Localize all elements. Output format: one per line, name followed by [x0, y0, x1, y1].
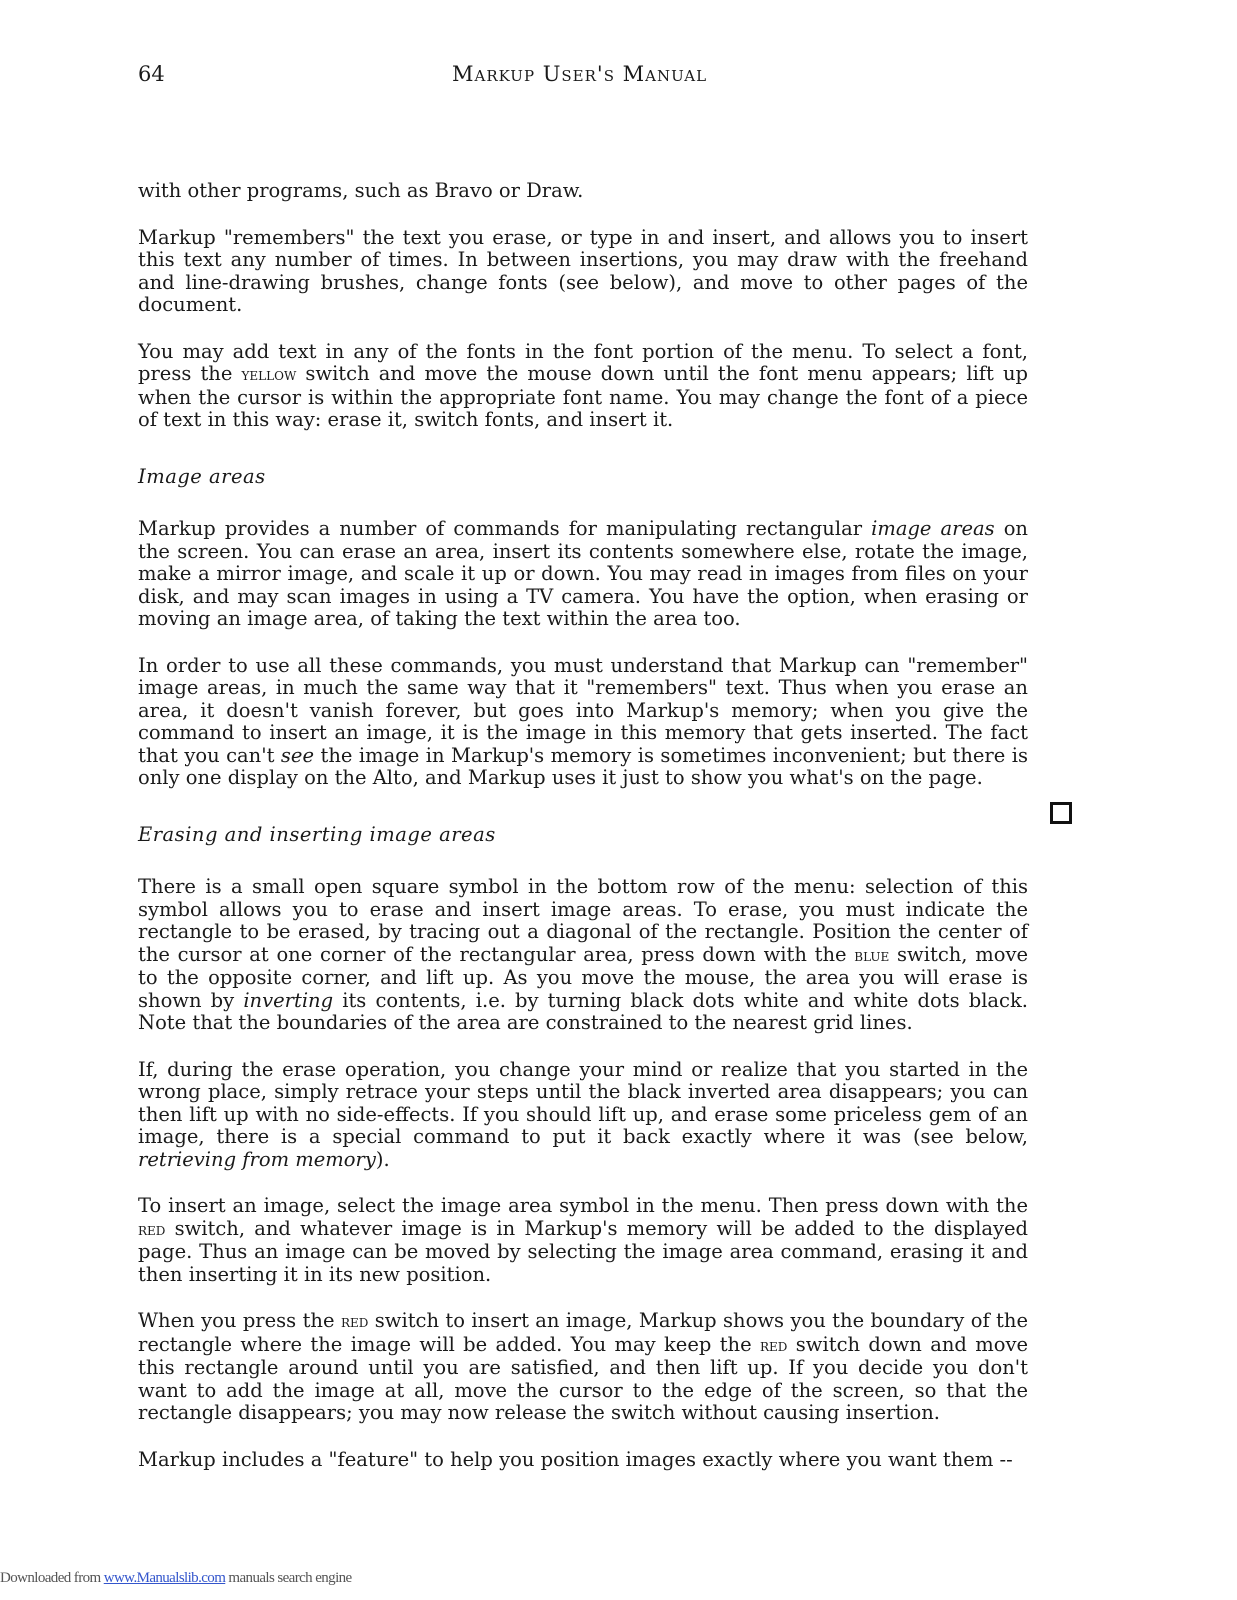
- paragraph: Markup provides a number of commands for manipulating rectangular image areas on the screen. You can erase an area, insert its contents somewhere else, rotate the image, make a mirror image, and scale it up or down. You may read in images from files on your disk, and may scan images in using a TV camera. You have the option, when erasing or moving an image area, of taking the text within the area too.: [138, 517, 1028, 630]
- manualslib-link[interactable]: www.Manualslib.com: [103, 1570, 226, 1586]
- running-title: Markup User's Manual: [452, 62, 708, 86]
- keyword-blue: blue: [854, 945, 890, 966]
- paragraph: When you press the red switch to insert an image, Markup shows you the boundary of the rectangle where the image will be added. You may keep the red switch down and move this rectangle around until you are satisfied, and then lift up. If you decide you don't want to add the image at all, move the cursor to the edge of the screen, so that the rectangle disappears; you may now release the switch without causing insertion.: [138, 1309, 1029, 1424]
- section-heading: Image areas: [138, 464, 266, 488]
- page-number: 64: [138, 62, 165, 86]
- paragraph: Markup includes a "feature" to help you position images exactly where you want them --: [138, 1447, 1013, 1471]
- keyword-red: red: [760, 1335, 788, 1356]
- paragraph: In order to use all these commands, you must understand that Markup can "remember" image areas, in much the same way that it "remembers" text. Thus when you erase an area, it doesn't vanish forever, but goes into Markup's memory; when you give the command to insert an image, it is the image in this memory that gets inserted. The fact that you can't see the image in Markup's memory is sometimes inconvenient; but there is only one display on the Alto, and Markup uses it just to show you what's on the page.: [138, 653, 1029, 789]
- open-square-icon: [1050, 802, 1072, 824]
- paragraph: Markup "remembers" the text you erase, or type in and insert, and allows you to insert this text any number of times. In between insertions, you may draw with the freehand and line-drawing brushes, change fonts (see below), and move to other pages of the document.: [138, 225, 1028, 316]
- download-footer: Downloaded from www.Manualslib.com manuals search engine: [0, 1570, 352, 1586]
- paragraph: If, during the erase operation, you change your mind or realize that you started in the wrong place, simply retrace your steps until the black inverted area disappears; you can then lift up with no side-effects. If you should lift up, and erase some priceless gem of an image, there is a special command to put it back exactly where it was (see below, retrieving from memory).: [138, 1057, 1028, 1171]
- keyword-yellow: yellow: [241, 365, 297, 385]
- page-body: [138, 180, 1028, 1495]
- keyword-red: red: [340, 1312, 369, 1332]
- paragraph: To insert an image, select the image area symbol in the menu. Then press down with the red switch, and whatever image is in Markup's memory will be added to the displayed page. Thus an image can be moved by selecting the image area command, erasing it and then inserting it in its new position.: [138, 1194, 1029, 1286]
- paragraph: with other programs, such as Bravo or Draw.: [138, 179, 584, 202]
- section-heading: Erasing and inserting image areas: [138, 822, 496, 846]
- keyword-red: red: [138, 1219, 166, 1240]
- paragraph: There is a small open square symbol in the bottom row of the menu: selection of this symbol allows you to erase and insert image areas. To erase, you must indicate the rectangle to be erased, by tracing out a diagonal of the rectangle. Position the center of the cursor at one corner of the rectangular area, press down with the blue switch, move to the opposite corner, and lift up. As you move the mouse, the area you will erase is shown by inverting its contents, i.e. by turning black dots white and white dots black. Note that the boundaries of the area are constrained to the nearest grid lines.: [138, 875, 1029, 1034]
- paragraph: You may add text in any of the fonts in the font portion of the menu. To select a font, press the yellow switch and move the mouse down until the font menu appears; lift up when the cursor is within the appropriate font name. You may change the font of a piece of text in this way: erase it, switch fonts, and insert it.: [138, 339, 1028, 431]
